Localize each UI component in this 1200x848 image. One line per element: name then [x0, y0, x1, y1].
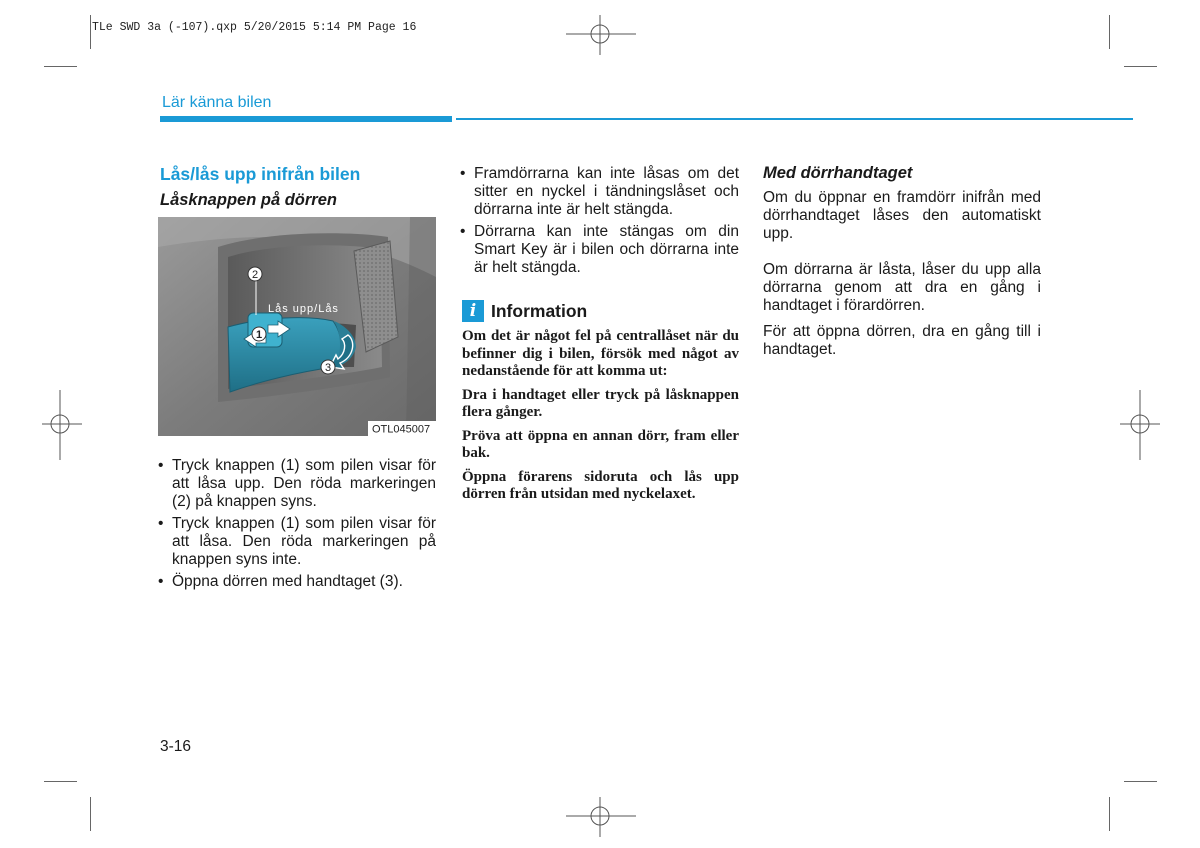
callout-3: 3: [324, 362, 332, 374]
information-header: [462, 300, 739, 322]
door-handle-heading: Med dörrhandtaget: [763, 164, 913, 182]
figure-code: OTL045007: [372, 423, 431, 436]
list-item: • Tryck knappen (1) som pilen visar för att låsa. Den röda markeringen på knappen syns inte.: [158, 515, 436, 569]
registration-mark-top: [566, 15, 636, 55]
information-paragraph: Pröva att öppna en annan dörr, fram eller bak.: [462, 427, 739, 461]
header-rule-thin: [456, 118, 1133, 120]
paragraph: Om dörrarna är låsta, låser du upp alla dörrarna genom att dra en gång i handtaget i förardörren.: [763, 261, 1041, 314]
information-paragraph: Öppna förarens sidoruta och lås upp dörren från utsidan med nyckelaxet.: [462, 468, 739, 502]
column3-text: [763, 189, 1041, 367]
column1-bullets: [158, 457, 436, 595]
registration-mark-bottom: [566, 797, 636, 837]
column2-bullets: [460, 165, 739, 281]
callout-1: 1: [255, 329, 263, 341]
list-item: • Dörrarna kan inte stängas om din Smart Key är i bilen och dörrarna inte är helt stängda.: [460, 223, 739, 277]
sub-heading: Låsknappen på dörren: [160, 191, 337, 209]
information-title: Information: [491, 300, 588, 321]
registration-mark-left: [42, 390, 82, 460]
door-lock-figure: [158, 217, 436, 436]
information-box: [462, 300, 739, 504]
info-icon: i: [462, 300, 484, 322]
header-rule-thick: [160, 116, 452, 122]
figure-label: Lås upp/Lås: [268, 303, 339, 315]
list-item: • Framdörrarna kan inte låsas om det sitter en nyckel i tändningslåset och dörrarna inte är helt stängda.: [460, 165, 739, 219]
paragraph: Om du öppnar en framdörr inifrån med dörrhandtaget låses den automatiskt upp.: [763, 189, 1041, 242]
callout-2: 2: [251, 269, 259, 281]
information-paragraph: Dra i handtaget eller tryck på låsknappen flera gånger.: [462, 386, 739, 420]
page-heading: Lås/lås upp inifrån bilen: [160, 164, 361, 184]
information-paragraph: Om det är något fel på centrallåset när du befinner dig i bilen, försök med något av nedanstående för att komma ut:: [462, 328, 739, 379]
list-item: • Tryck knappen (1) som pilen visar för att låsa upp. Den röda markeringen (2) på knappen syns.: [158, 457, 436, 511]
registration-mark-right: [1120, 390, 1160, 460]
list-item: • Öppna dörren med handtaget (3).: [158, 573, 436, 591]
section-title: Lär känna bilen: [162, 94, 272, 111]
page-number: 3-16: [160, 738, 192, 755]
paragraph: För att öppna dörren, dra en gång till i handtaget.: [763, 323, 1041, 358]
print-slug: TLe SWD 3a (-107).qxp 5/20/2015 5:14 PM Page 16: [92, 21, 417, 34]
